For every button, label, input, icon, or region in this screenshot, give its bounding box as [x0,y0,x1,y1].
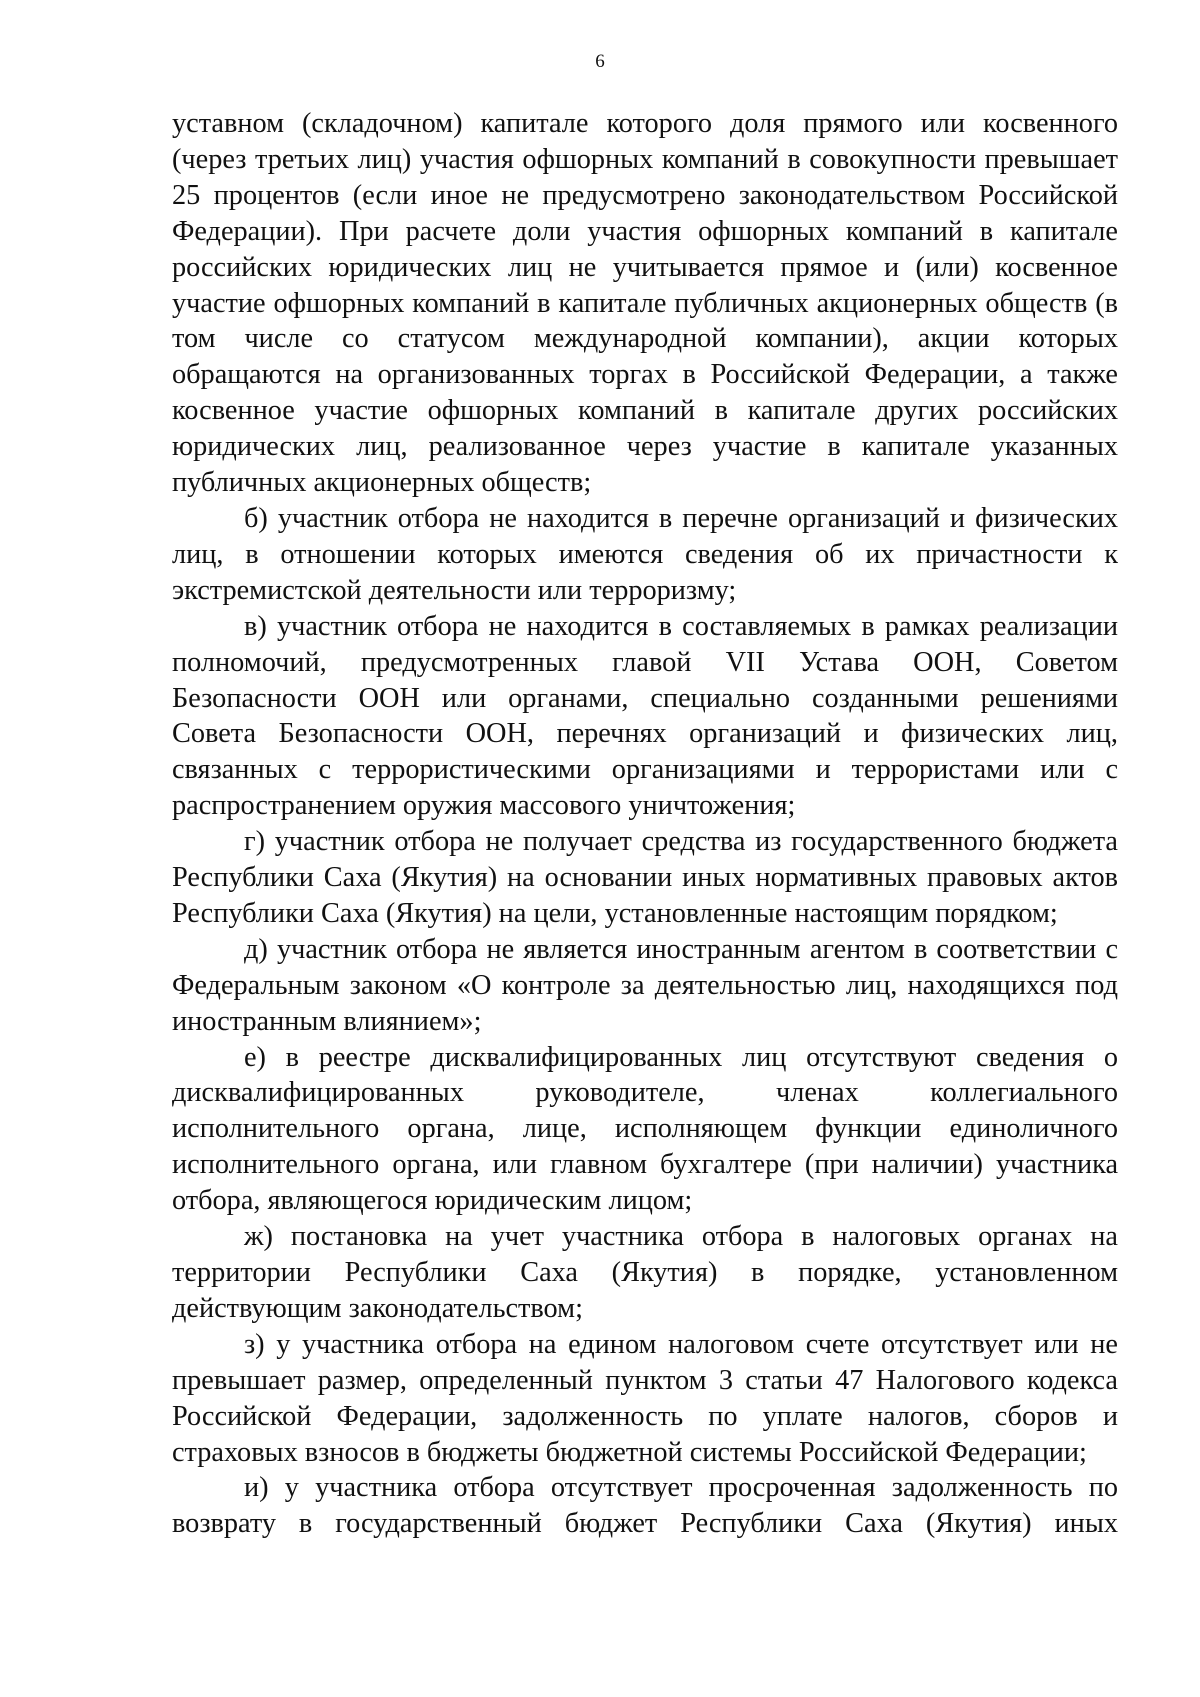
list-item-zh: ж) постановка на учет участника отбора в налоговых органах на территории Республики Саха (Якутия) в порядке, установленном действующим законодательством; [172,1221,1118,1324]
list-item-b: б) участник отбора не находится в перечне организаций и физических лиц, в отношении которых имеются сведения об их причастности к экстремистской деятельности или терроризму; [172,502,1118,606]
list-item-i: и) у участника отбора отсутствует просроченная задолженность по возврату в государственный бюджет Республики Саха (Якутия) иных [172,1472,1118,1540]
list-item-v: в) участник отбора не находится в составляемых в рамках реализации полномочий, предусмотренных главой VII Устава ООН, Советом Безопасности ООН или органами, специально созданными решениями Совета Безопасности ООН, перечнях организаций и физических лиц, связанных с террористическими организациями и террористами или с распространением оружия массового уничтожения; [172,610,1118,822]
list-item-z: з) у участника отбора на едином налоговом счете отсутствует или не превышает размер, определенный пунктом 3 статьи 47 Налогового кодекса Российской Федерации, задолженность по уплате налогов, сборов и страховых взносов в бюджеты бюджетной системы Российской Федерации; [172,1328,1118,1468]
list-item-d: д) участник отбора не является иностранным агентом в соответствии с Федеральным законом «О контроле за деятельностью лиц, находящихся под иностранным влиянием»; [172,933,1118,1037]
list-item-e: е) в реестре дисквалифицированных лиц отсутствуют сведения о дисквалифицированных руководителе, членах коллегиального исполнительного органа, лице, исполняющем функции единоличного исполнительного органа, или главном бухгалтере (при наличии) участника отбора, являющегося юридическим лицом; [172,1041,1118,1217]
document-body [172,106,1118,1542]
page-number: 6 [595,51,605,72]
list-item-g: г) участник отбора не получает средства из государственного бюджета Республики Саха (Якутия) на основании иных нормативных правовых актов Республики Саха (Якутия) на цели, установленные настоящим порядком; [172,826,1118,929]
paragraph-continuation: уставном (складочном) капитале которого доля прямого или косвенного (через третьих лиц) участия офшорных компаний в совокупности превышает 25 процентов (если иное не предусмотрено законодательством Российской Федерации). При расчете доли участия офшорных компаний в капитале российских юридических лиц не учитывается прямое и (или) косвенное участие офшорных компаний в капитале публичных акционерных обществ (в том числе со статусом международной компании), акции которых обращаются на организованных торгах в Российской Федерации, а также косвенное участие офшорных компаний в капитале других российских юридических лиц, реализованное через участие в капитале указанных публичных акционерных обществ; [172,108,1118,499]
